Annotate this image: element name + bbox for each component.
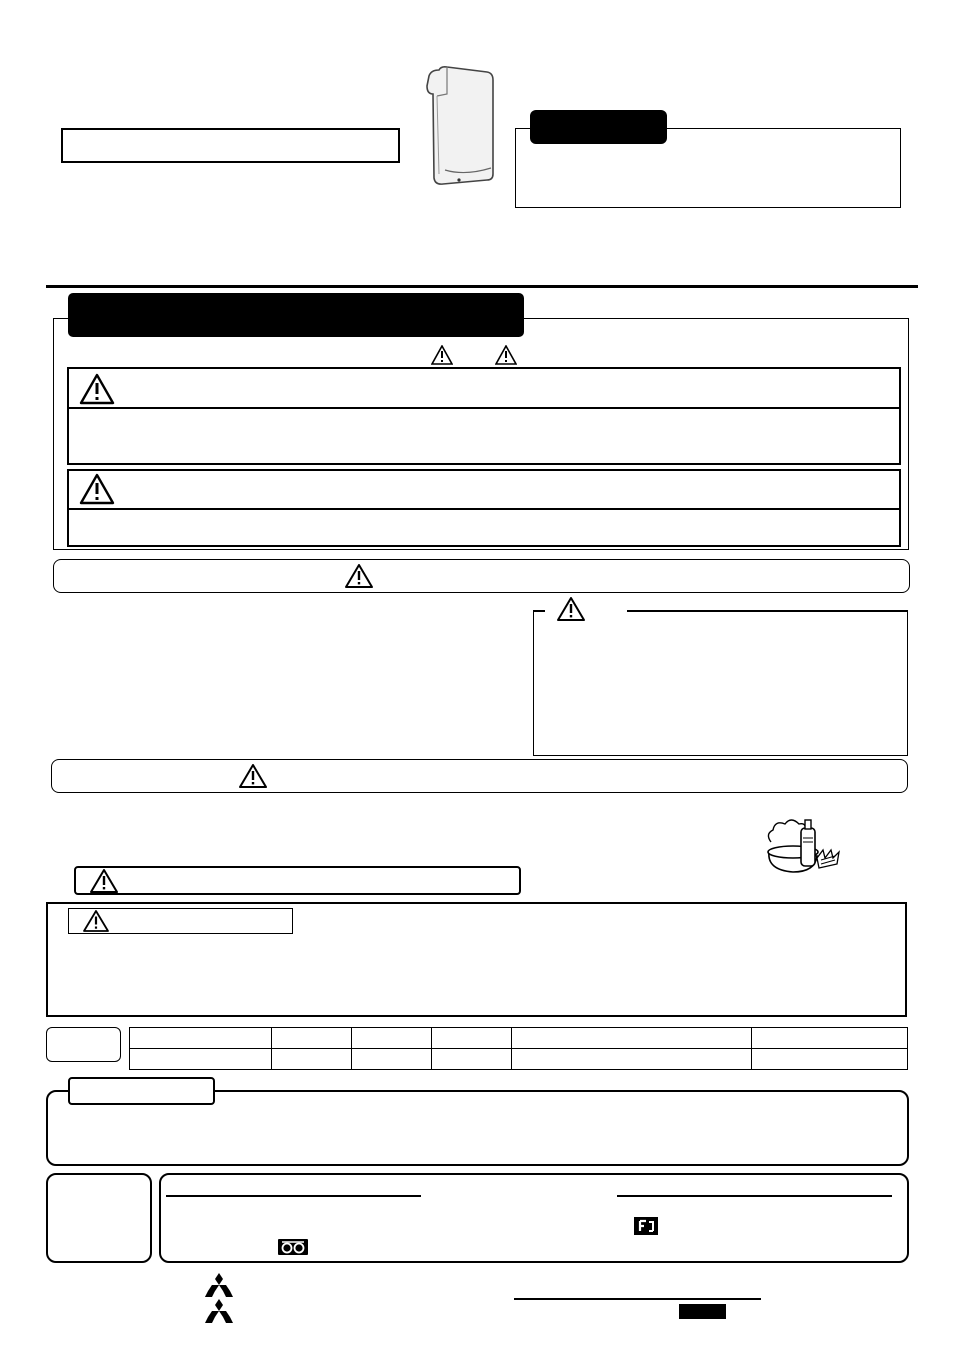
warning-icon [82, 909, 110, 933]
spec-cell [352, 1049, 432, 1070]
contact-label-box [46, 1173, 152, 1263]
model-title-box [61, 128, 400, 163]
spec-cell [432, 1049, 512, 1070]
fax-icon [634, 1217, 658, 1235]
warning-icon [238, 763, 268, 789]
notes-label [68, 1077, 215, 1105]
contact-underline-left [166, 1195, 421, 1197]
right-caution-box [533, 610, 908, 756]
spec-cell [432, 1028, 512, 1049]
warning-icon [556, 596, 586, 622]
warning-icon [344, 563, 374, 589]
warning-block [67, 367, 901, 465]
section-divider [46, 285, 918, 288]
spec-cell [272, 1028, 352, 1049]
warning-icon [431, 345, 453, 365]
three-diamond-logo-icon [205, 1273, 233, 1297]
spec-cell [512, 1028, 752, 1049]
spec-cell [752, 1028, 908, 1049]
warning-icon [79, 473, 115, 505]
footer-rule [514, 1298, 761, 1300]
contact-underline-right [617, 1195, 892, 1197]
spec-cell [130, 1049, 272, 1070]
spec-table [129, 1027, 908, 1070]
warning-icon [89, 868, 119, 894]
footer-black-tag [679, 1304, 726, 1319]
warning-bar-2 [51, 759, 908, 793]
spec-cell [752, 1049, 908, 1070]
warning-icon [79, 373, 115, 405]
warning-bar-1 [53, 559, 910, 593]
caution-block-divider [69, 508, 899, 510]
warning-icon [495, 345, 517, 365]
warning-block-divider [69, 407, 899, 409]
feature-box-label [530, 110, 667, 144]
product-illustration [425, 64, 497, 188]
freedial-icon [277, 1238, 309, 1256]
spec-cell [272, 1049, 352, 1070]
right-caution-topline [627, 610, 908, 612]
washing-basin-icon [763, 812, 843, 876]
spec-cell [130, 1028, 272, 1049]
spec-cell [352, 1028, 432, 1049]
spec-cell [512, 1049, 752, 1070]
install-caution-label [74, 866, 521, 895]
contact-box [159, 1173, 909, 1263]
spec-label [46, 1027, 121, 1062]
right-caution-topline-left [533, 610, 545, 612]
safety-header-bar [68, 293, 524, 337]
three-diamond-logo-icon [205, 1299, 233, 1323]
caution-block [67, 469, 901, 547]
